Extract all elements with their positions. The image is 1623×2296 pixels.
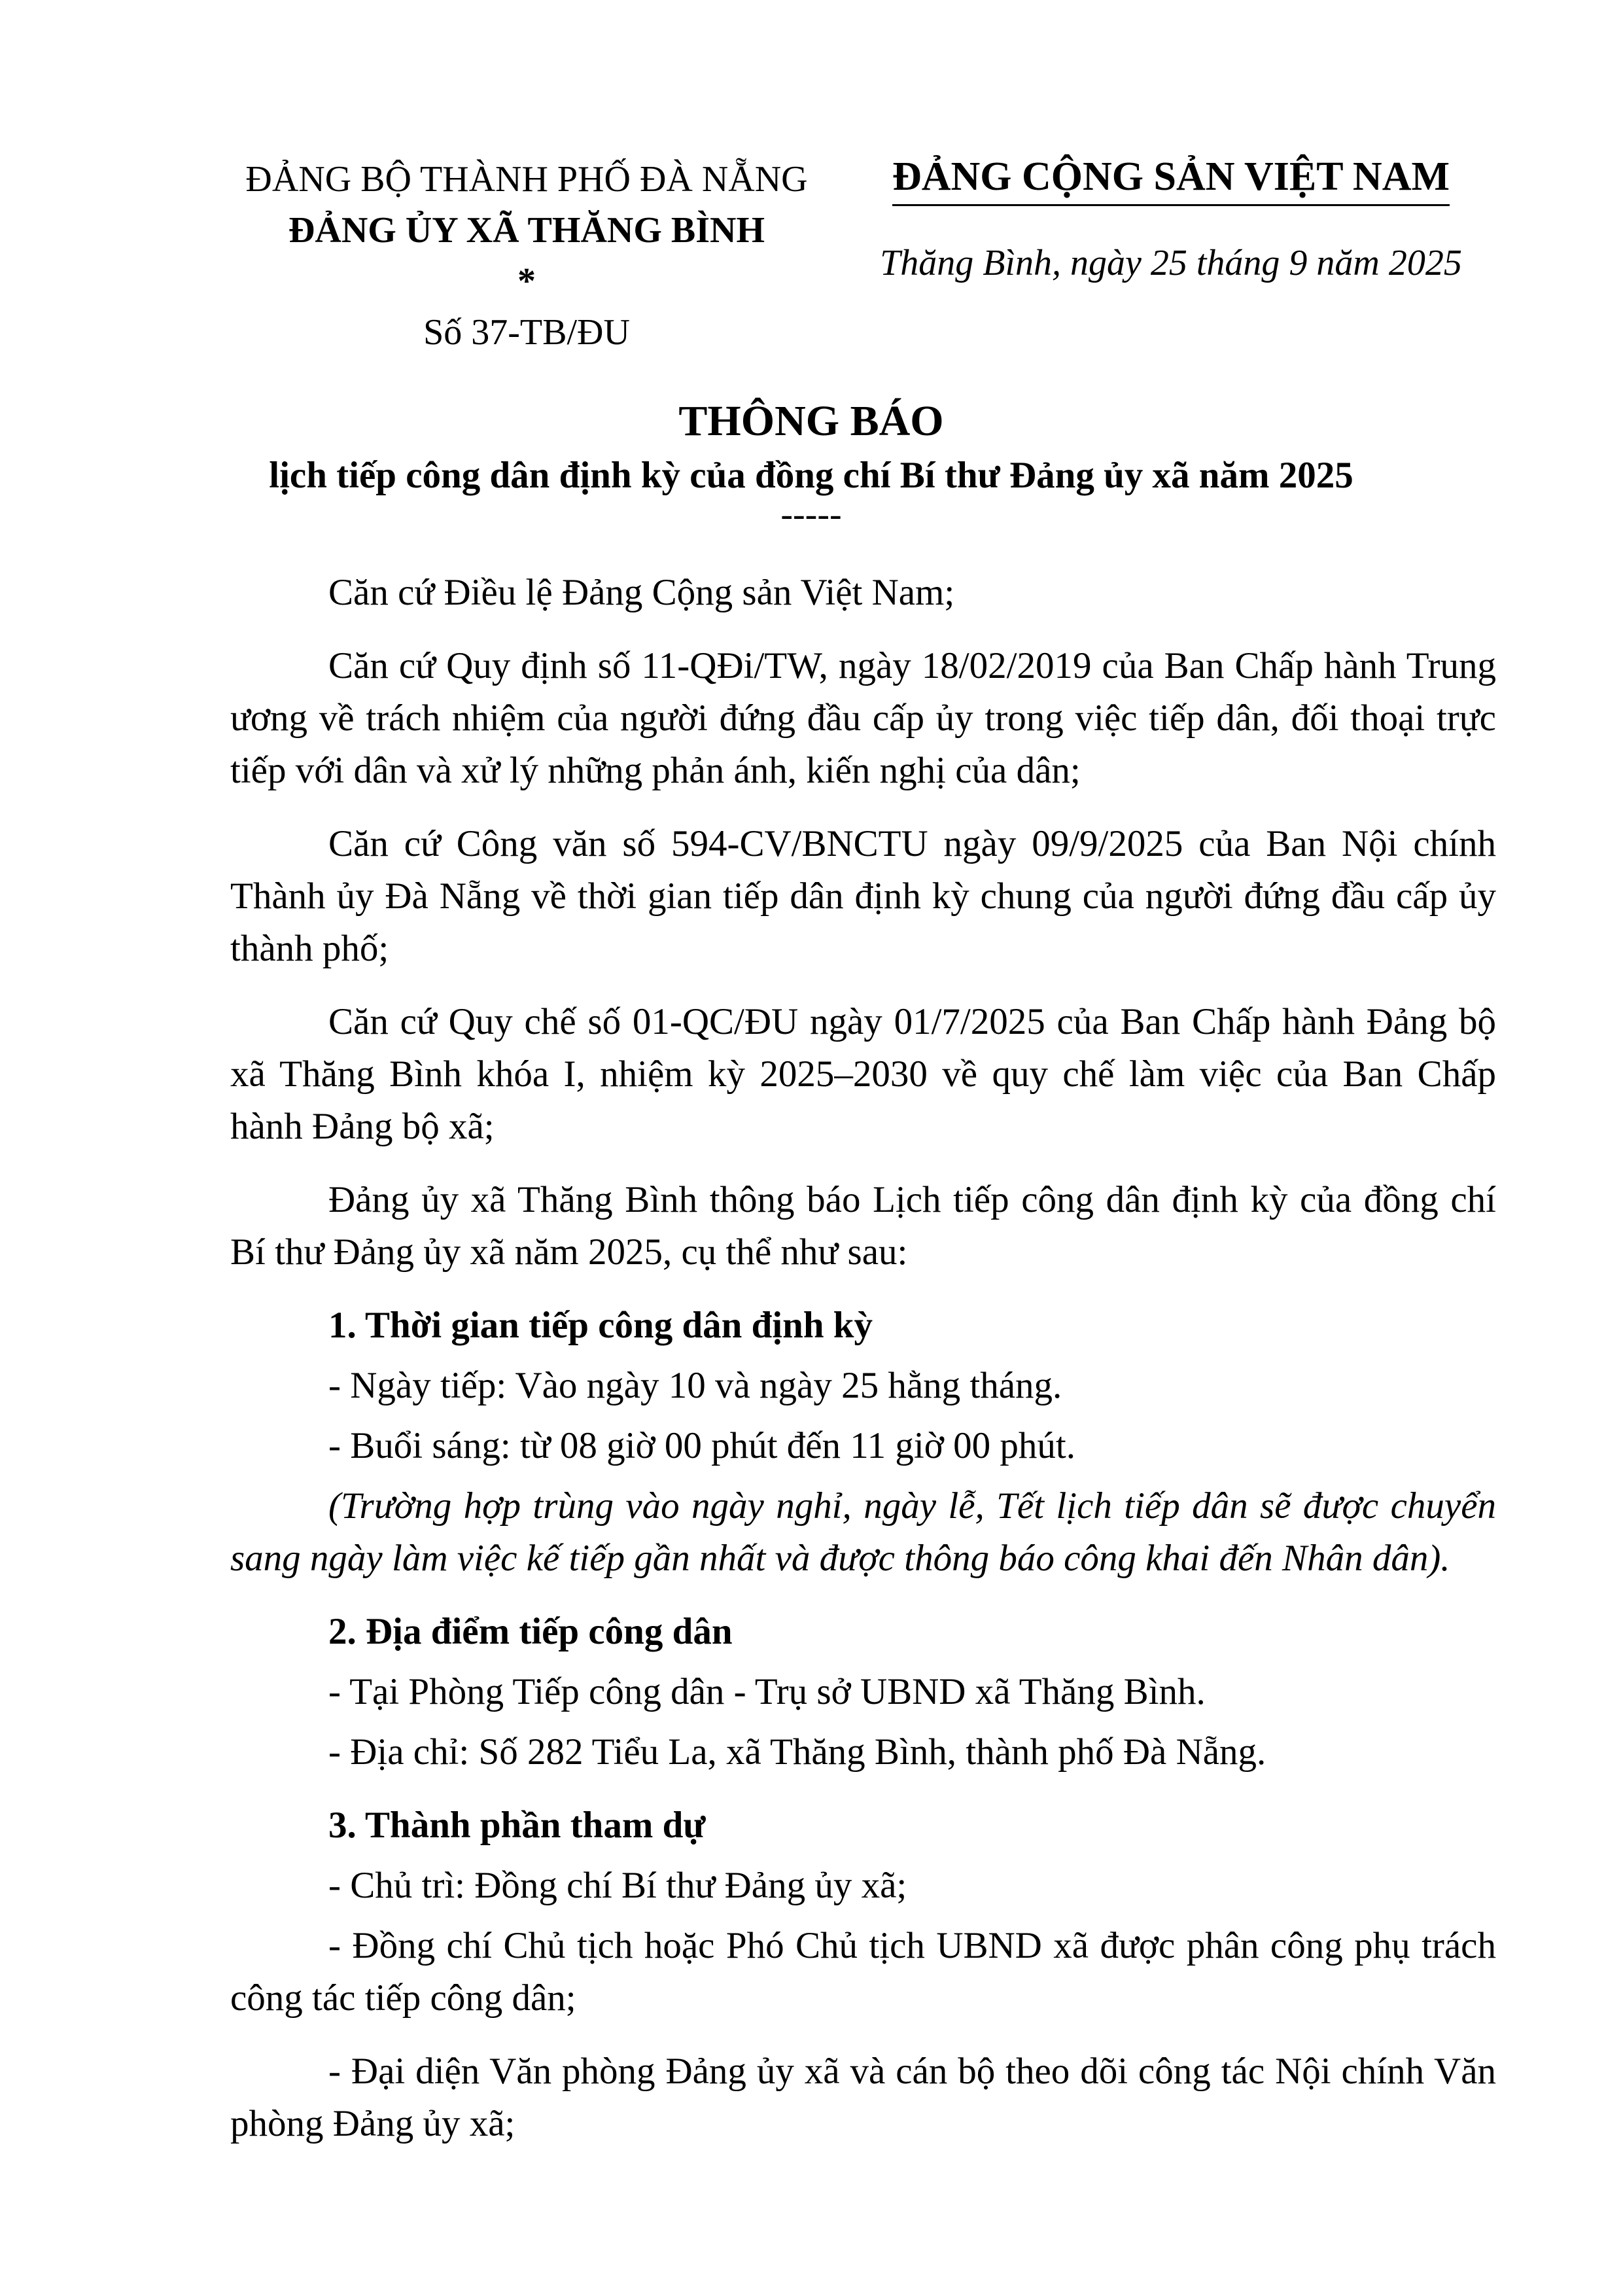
list-item: - Đồng chí Chủ tịch hoặc Phó Chủ tịch UBND xã được phân công phụ trách công tác tiếp công dân; <box>230 1925 1496 2019</box>
basis-paragraph: Căn cứ Điều lệ Đảng Cộng sản Việt Nam; <box>328 572 955 613</box>
basis-paragraph: Căn cứ Quy chế số 01-QC/ĐU ngày 01/7/2025 của Ban Chấp hành Đảng bộ xã Thăng Bình khóa I, nhiệm kỳ 2025–2030 về quy chế làm việc của Ban Chấp hành Đảng bộ xã; <box>230 1001 1496 1147</box>
section-heading: 2. Địa điểm tiếp công dân <box>328 1611 733 1652</box>
document-title-block <box>196 393 1426 535</box>
document-title: THÔNG BÁO <box>678 397 944 445</box>
document-body <box>230 567 1496 2171</box>
list-item: - Đại diện Văn phòng Đảng ủy xã và cán bộ theo dõi công tác Nội chính Văn phòng Đảng ủy xã; <box>230 2051 1496 2144</box>
schedule-note: (Trường hợp trùng vào ngày nghỉ, ngày lễ, Tết lịch tiếp dân sẽ được chuyển sang ngày làm việc kế tiếp gần nhất và được thông báo công khai đến Nhân dân). <box>230 1485 1496 1579</box>
section-heading: 1. Thời gian tiếp công dân định kỳ <box>328 1305 873 1346</box>
document-number: Số 37-TB/ĐU <box>423 312 630 353</box>
party-name: ĐẢNG CỘNG SẢN VIỆT NAM <box>892 150 1450 206</box>
issuing-authority-block <box>216 154 837 358</box>
section-heading: 3. Thành phần tham dự <box>328 1805 706 1846</box>
title-separator: ----- <box>780 494 842 535</box>
document-subtitle: lịch tiếp công dân định kỳ của đồng chí Bí thư Đảng ủy xã năm 2025 <box>269 455 1353 496</box>
list-item: - Buổi sáng: từ 08 giờ 00 phút đến 11 giờ 00 phút. <box>328 1425 1075 1466</box>
star-separator: * <box>517 261 536 302</box>
basis-paragraph: Căn cứ Quy định số 11-QĐi/TW, ngày 18/02/2019 của Ban Chấp hành Trung ương về trách nhiệm của người đứng đầu cấp ủy trong việc tiếp dân, đối thoại trực tiếp với dân và xử lý những phản ánh, kiến nghị của dân; <box>230 645 1496 791</box>
basis-paragraph: Căn cứ Công văn số 594-CV/BNCTU ngày 09/9/2025 của Ban Nội chính Thành ủy Đà Nẵng về thời gian tiếp dân định kỳ chung của người đứng đầu cấp ủy thành phố; <box>230 823 1496 969</box>
national-header-block <box>850 150 1492 289</box>
place-and-date: Thăng Bình, ngày 25 tháng 9 năm 2025 <box>880 243 1462 283</box>
list-item: - Ngày tiếp: Vào ngày 10 và ngày 25 hằng tháng. <box>328 1365 1062 1406</box>
list-item: - Địa chỉ: Số 282 Tiểu La, xã Thăng Bình, thành phố Đà Nẵng. <box>328 1731 1266 1773</box>
issuing-organization: ĐẢNG ỦY XÃ THĂNG BÌNH <box>288 210 765 251</box>
intro-paragraph: Đảng ủy xã Thăng Bình thông báo Lịch tiếp công dân định kỳ của đồng chí Bí thư Đảng ủy xã năm 2025, cụ thể như sau: <box>230 1179 1496 1273</box>
parent-organization: ĐẢNG BỘ THÀNH PHỐ ĐÀ NẴNG <box>245 159 808 200</box>
list-item: - Chủ trì: Đồng chí Bí thư Đảng ủy xã; <box>328 1865 907 1906</box>
list-item: - Tại Phòng Tiếp công dân - Trụ sở UBND xã Thăng Bình. <box>328 1671 1206 1712</box>
